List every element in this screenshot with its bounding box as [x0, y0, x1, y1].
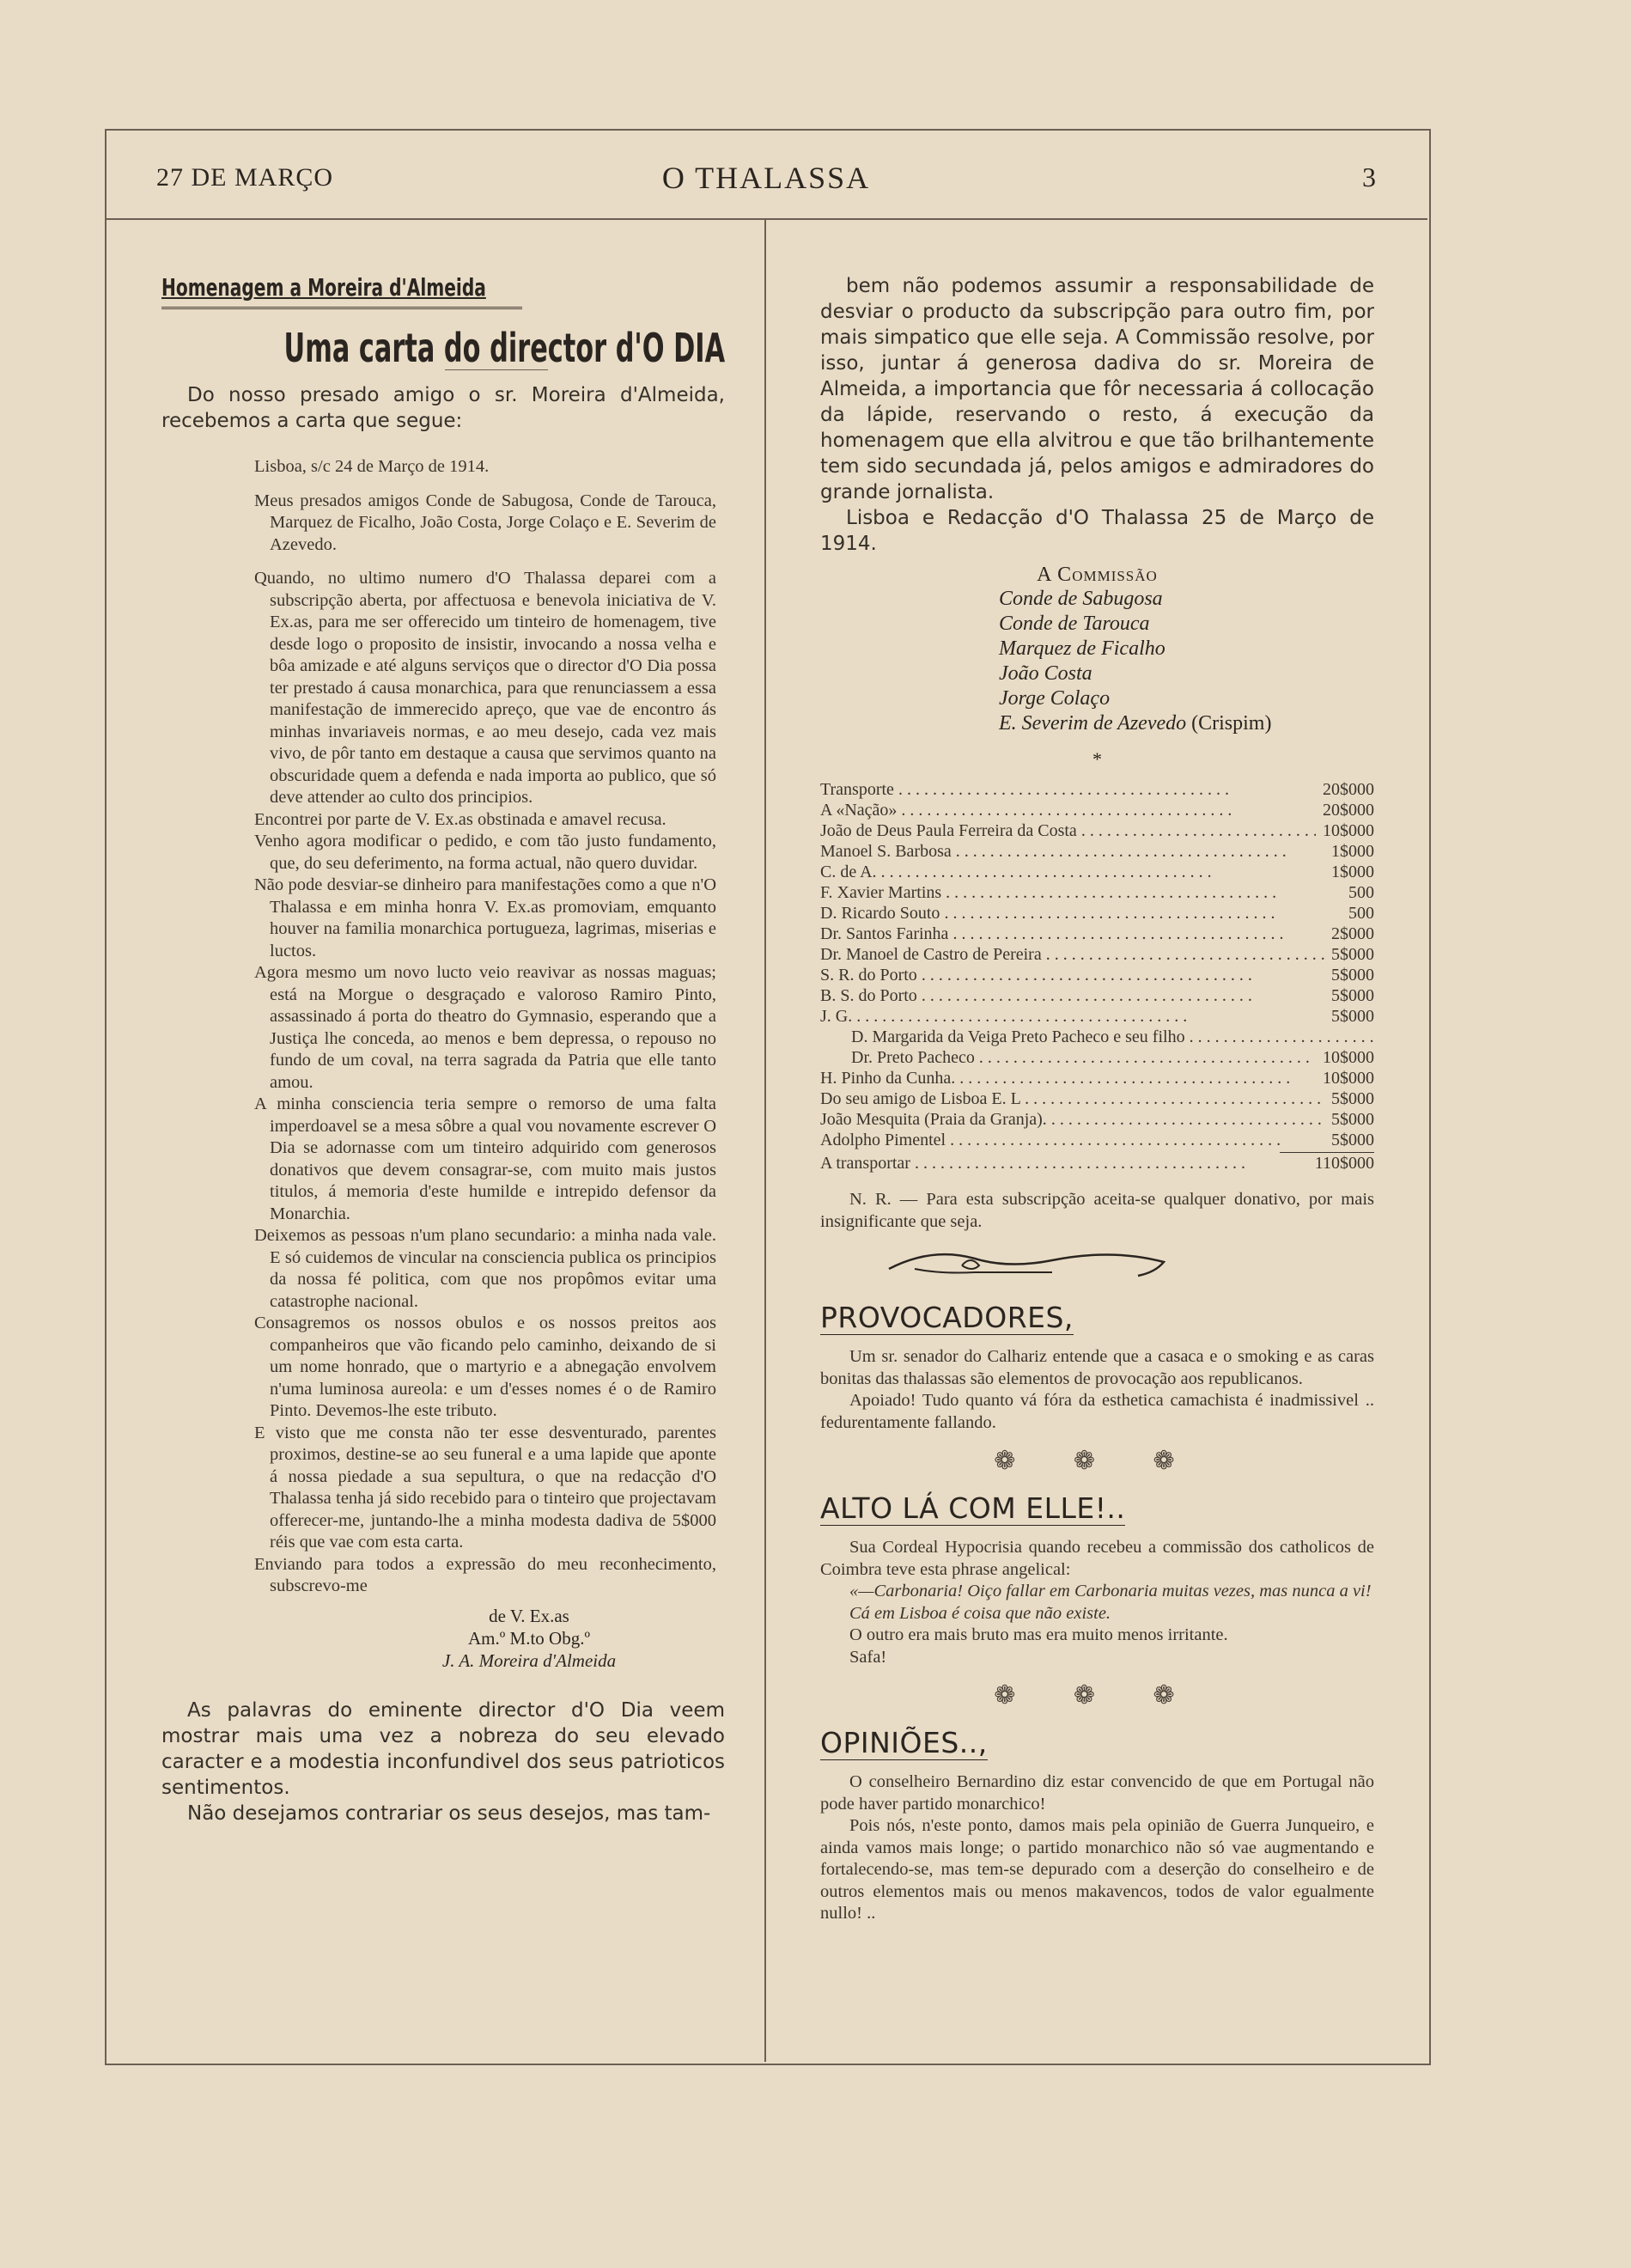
- section-paragraph: Pois nós, n'este ponto, damos mais pela opinião de Guerra Junqueiro, e ainda vamos mais longe; o partido monarchico não só vae augmentando e fortalecendo-se, mas tem-se depurado com a deserção do conselheiro e de outros elementos mais ou menos makavencos, todos de valor egualmente nullo! ..: [820, 1816, 1374, 1923]
- total-value: 110$000: [1314, 1154, 1374, 1173]
- section-body: [820, 1771, 1374, 1925]
- commission-member: E. Severim de Azevedo: [999, 712, 1187, 735]
- subscription-value: 1$000: [1331, 842, 1374, 861]
- subscription-value: 2$000: [1331, 924, 1374, 943]
- letter-paragraph: Quando, no ultimo numero d'O Thalassa deparei com a subscripção aberta, por affectuosa e benevola iniciativa de V. Ex.as, para me ser offerecido um tinteiro de homenagem, tive desde logo o proposito de insistir, invocando a nossa velha e bôa amizade e até alguns serviços que o director d'O Dia possa ter prestado á causa monarchica, para que renunciassem a essa manifestação de immerecido apreço, que vae de encontro ás minhas invariaveis normas, e ao meu desejo, cada vez mais vivo, de pôr tanto em destaque a causa que servimos quanto na obscuridade quem a defenda e nada importa ao publico, que só deve attender ao culto dos principios.: [254, 569, 716, 807]
- subscription-name: S. R. do Porto . . .: [820, 965, 1252, 985]
- section-paragraph: Apoiado! Tudo quanto vá fóra da esthetica camachista é inadmissivel .. fedurentamente fallando.: [820, 1391, 1374, 1432]
- section-title: [820, 1726, 1374, 1759]
- subscription-row: [820, 820, 1374, 841]
- dateline: Lisboa e Redacção d'O Thalassa 25 de Março de 1914.: [820, 507, 1374, 555]
- subscription-value: 20$000: [1323, 801, 1374, 820]
- subscription-row: [820, 862, 1374, 882]
- subscription-row: [820, 1027, 1374, 1047]
- newspaper-title: O THALASSA: [661, 161, 871, 195]
- subscription-value: 10$000: [1323, 1048, 1374, 1067]
- commission-member: Conde de Tarouca: [999, 613, 1150, 635]
- subscription-name: Dr. Santos Farinha . . .: [820, 924, 1283, 944]
- letter-paragraph: Enviando para todos a expressão do meu reconhecimento, subscrevo-me: [254, 1554, 716, 1595]
- subscription-value: 500: [1348, 883, 1374, 902]
- subscription-value: 10$000: [1323, 1069, 1374, 1088]
- page-number: 3: [1362, 162, 1376, 192]
- section-paragraph: O conselheiro Bernardino diz estar convencido de que em Portugal não pode haver partido monarchico!: [820, 1772, 1374, 1814]
- asterisk-separator: *: [1092, 748, 1102, 770]
- subscription-list: [820, 779, 1374, 1174]
- letter-paragraph: E visto que me consta não ter esse desventurado, parentes proximos, destine-se ao seu funeral e a uma lapide que aponte á nossa piedade a sua sepultura, o que na redacção d'O Thalassa tenha já sido recebido para o tinteiro que projectavam offerecer-me, juntando-lhe a minha modesta dadiva de 5$000 réis que vae com esta carta.: [254, 1423, 716, 1552]
- section-paragraph: «—Carbonaria! Oiço fallar em Carbonaria muitas vezes, mas nunca a vi!: [849, 1582, 1372, 1600]
- subscription-value: 500: [1348, 904, 1374, 923]
- subscription-name: B. S. do Porto . . .: [820, 985, 1252, 1006]
- section-paragraph: Safa!: [849, 1647, 887, 1667]
- section-title-text: ALTO LÁ COM ELLE!..: [820, 1491, 1126, 1525]
- closing-paragraph-1: As palavras do eminente director d'O Dia veem mostrar mais uma vez a nobreza do seu elevado caracter e a modestia inconfundivel dos seus patrioticos sentimentos.: [161, 1698, 725, 1799]
- subscription-name: A «Nação» . . .: [820, 800, 1232, 820]
- flower-ornament-icon: ❁ ❁ ❁: [994, 1681, 1201, 1710]
- subscription-row: [820, 841, 1374, 862]
- closing-paragraph-2: Não desejamos contrariar os seus desejos, mas tam-: [187, 1802, 711, 1825]
- subscription-row: [820, 944, 1374, 965]
- subscription-value: 5$000: [1331, 1131, 1374, 1149]
- commission-member-suffix: (Crispim): [1191, 712, 1272, 735]
- swash-ornament: [880, 1243, 1374, 1285]
- section-title: [820, 1301, 1374, 1334]
- column-divider: [764, 220, 766, 2062]
- subscription-row: [820, 1068, 1374, 1088]
- short-sections: [820, 1301, 1374, 1925]
- article-kicker: Homenagem a Moreira d'Almeida: [161, 273, 486, 302]
- subscription-value: 5$000: [1331, 1110, 1374, 1129]
- subscription-name: Dr. Preto Pacheco . . .: [851, 1047, 1310, 1068]
- editorial-note: [820, 1189, 1374, 1233]
- article-headline: Uma carta do director d'O DIA: [283, 325, 725, 371]
- subscription-name: F. Xavier Martins . . .: [820, 882, 1276, 903]
- commission-member: João Costa: [999, 662, 1092, 685]
- subscription-name: Dr. Manoel de Castro de Pereira . . .: [820, 944, 1324, 965]
- subscription-name: Adolpho Pimentel . . .: [820, 1130, 1281, 1150]
- subscription-name: D. Margarida da Veiga Preto Pacheco e seu filho . . .: [820, 1027, 1374, 1047]
- subscription-name: Manoel S. Barbosa . . .: [820, 841, 1287, 862]
- section-title: [820, 1491, 1374, 1525]
- subscription-value: 5$000: [1331, 966, 1374, 985]
- letter-paragraph: A minha consciencia teria sempre o remorso de uma falta imperdoavel se a mesa sôbre a qual vou novamente escrever O Dia se adornasse com um tinteiro adquirido com generosos donativos que devem consagrar-se, com muito mais justos titulos, á memoria d'este humilde e intrepido defensor da Monarchia.: [254, 1094, 716, 1223]
- subscription-row: [820, 800, 1374, 820]
- subscription-total-row: [820, 1153, 1374, 1174]
- letter-paragraph: Venho agora modificar o pedido, e com tão justo fundamento, que, do seu deferimento, na forma actual, não quero duvidar.: [254, 832, 716, 873]
- section-paragraph: Um sr. senador do Calhariz entende que a casaca e o smoking e as caras bonitas das thalassas são elementos de provocação aos republicanos.: [820, 1347, 1374, 1388]
- subscription-row: [820, 1088, 1374, 1109]
- page-header: [105, 129, 1427, 220]
- letter-body: [254, 568, 716, 1598]
- letter-signature: [333, 1605, 725, 1672]
- article-intro: Do nosso presado amigo o sr. Moreira d'Almeida, recebemos a carta que segue:: [161, 384, 725, 432]
- section-body: [820, 1346, 1374, 1434]
- subscription-row: [820, 882, 1374, 903]
- subscription-value: 5$000: [1331, 945, 1374, 964]
- commission-member: Marquez de Ficalho: [999, 637, 1165, 660]
- subscription-row: [820, 965, 1374, 985]
- subscription-name: J. G. . . .: [820, 1006, 1187, 1027]
- letter-paragraph: Não pode desviar-se dinheiro para manifestações como a que n'O Thalassa e em minha honra V. Ex.as promoviam, emquanto houver na familia monarchica portugueza, lagrimas, miserias e luctos.: [254, 875, 716, 960]
- section-paragraph: O outro era mais bruto mas era muito menos irritante.: [849, 1625, 1228, 1644]
- subscription-name: H. Pinho da Cunha. . . .: [820, 1068, 1290, 1088]
- commission-member: Conde de Sabugosa: [999, 588, 1163, 610]
- subscription-row: [820, 924, 1374, 944]
- subscription-row: [820, 1130, 1374, 1150]
- letter-salutation: Meus presados amigos Conde de Sabugosa, Conde de Tarouca, Marquez de Ficalho, João Costa, Jorge Colaço e E. Severim de Azevedo.: [254, 491, 716, 554]
- subscription-value: 5$000: [1331, 1089, 1374, 1108]
- signature-line-2: Am.º M.to Obg.º: [468, 1627, 590, 1649]
- continuation-text: bem não podemos assumir a responsabilidade de desviar o producto da subscripção para outro fim, por mais simpatico que elle seja. A Commissão resolve, por isso, juntar á generosa dadiva do sr. Moreira de Almeida, a importancia que fôr necessaria á collocação da lápide, reservando o resto, á execução da homenagem que ella alvitrou e que tão brilhantemente tem sido secundada já, pelos amigos e admiradores do grande jornalista.: [820, 275, 1374, 503]
- subscription-value: 5$000: [1331, 1007, 1374, 1026]
- subscription-name: João Mesquita (Praia da Granja). . . .: [820, 1109, 1324, 1130]
- subscription-name: Transporte . . .: [820, 779, 1229, 800]
- subscription-row: [820, 1109, 1374, 1130]
- letter-paragraph: Consagremos os nossos obulos e os nossos preitos aos companheiros que vão ficando pelo caminho, deixando de si um nome honrado, que o martyrio e a abnegação envolvem n'uma luminosa aureola: e um d'esses nomes é o de Ramiro Pinto. Devemos-lhe este tributo.: [254, 1314, 716, 1420]
- letter-place-date: Lisboa, s/c 24 de Março de 1914.: [254, 457, 490, 476]
- subscription-row: [820, 1047, 1374, 1068]
- subscription-value: 10$000: [1323, 821, 1374, 840]
- letter-paragraph: Encontrei por parte de V. Ex.as obstinada e amavel recusa.: [254, 809, 666, 829]
- subscription-name: Do seu amigo de Lisboa E. L . . .: [820, 1088, 1324, 1109]
- signature-line-1: de V. Ex.as: [489, 1605, 569, 1626]
- commission-title: A Commissão: [1037, 564, 1158, 586]
- letter: [254, 456, 716, 1598]
- right-column: [820, 273, 1374, 1925]
- subscription-name: João de Deus Paula Ferreira da Costa . . .: [820, 820, 1316, 841]
- signature-name: J. A. Moreira d'Almeida: [441, 1649, 617, 1671]
- subscription-row: [820, 903, 1374, 924]
- subscription-value: 5$000: [1331, 986, 1374, 1005]
- letter-paragraph: Deixemos as pessoas n'um plano secundario: a minha nada vale. E só cuidemos de vincular na consciencia publica os principios da nossa fé politica, com que nos propômos evitar uma catastrophe nacional.: [254, 1226, 716, 1311]
- subscription-row: [820, 1006, 1374, 1027]
- section-title-text: PROVOCADORES,: [820, 1301, 1074, 1334]
- commission-member: Jorge Colaço: [999, 687, 1111, 710]
- nr-note: N. R. — Para esta subscripção aceita-se qualquer donativo, por mais insignificante que seja.: [820, 1190, 1374, 1231]
- section-paragraph: Cá em Lisboa é coisa que não existe.: [849, 1603, 1111, 1623]
- subscription-name: C. de A. . . .: [820, 862, 1212, 882]
- section-title-text: OPINIÕES..,: [820, 1726, 988, 1759]
- header-date: 27 DE MARÇO: [156, 163, 334, 192]
- letter-paragraph: Agora mesmo um novo lucto veio reavivar as nossas maguas; está na Morgue o desgraçado e valoroso Ramiro Pinto, assassinado á porta do theatro do Gymnasio, esperando que a Justiça lhe conceda, ao menos e bem depressa, o repouso no fundo de um coval, na terra sagrada da Patria que elle tanto amou.: [254, 963, 716, 1092]
- left-column: [161, 273, 725, 1826]
- subscription-name: D. Ricardo Souto . . .: [820, 903, 1275, 924]
- subscription-value: 20$000: [1323, 780, 1374, 799]
- total-label: A transportar . . .: [820, 1153, 1245, 1174]
- flower-ornament-icon: ❁ ❁ ❁: [994, 1447, 1201, 1475]
- subscription-value: 1$000: [1331, 863, 1374, 881]
- commission-members: [999, 587, 1374, 736]
- subscription-row: [820, 779, 1374, 800]
- section-paragraph: Sua Cordeal Hypocrisia quando recebeu a commissão dos catholicos de Coimbra teve esta phrase angelical:: [820, 1538, 1374, 1579]
- subscription-row: [820, 985, 1374, 1006]
- section-body: [820, 1537, 1374, 1668]
- closing-text: [161, 1698, 725, 1826]
